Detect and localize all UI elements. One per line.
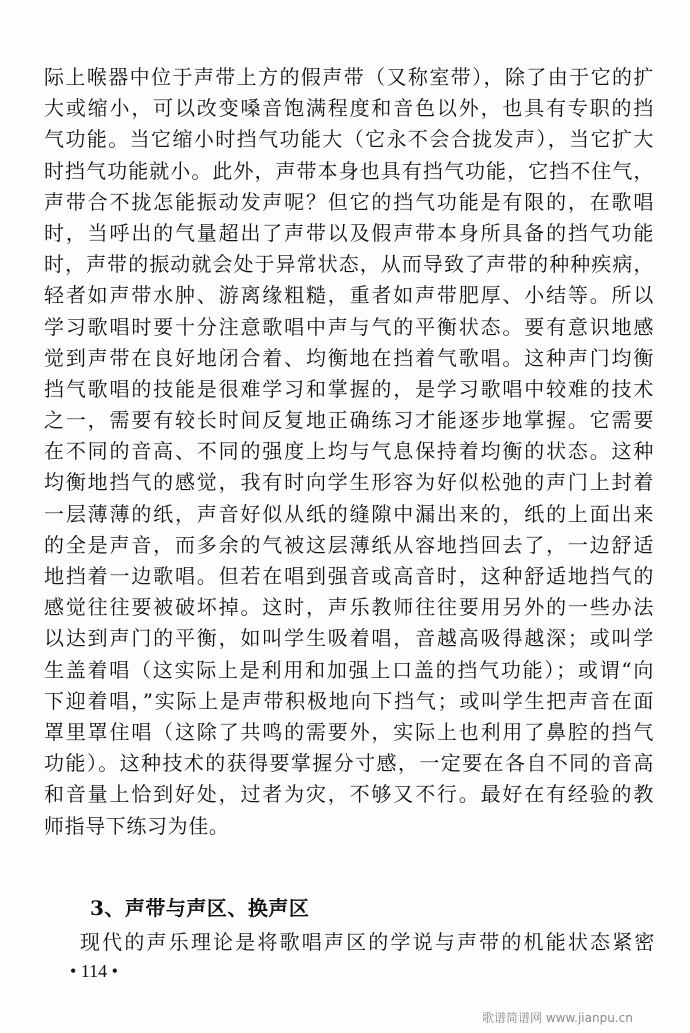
text-line: 际上喉器中位于声带上方的假声带（又称室带），除了由于它的扩 (44, 65, 654, 89)
text-line: 感觉往往要被破坏掉。这时，声乐教师往往要用另外的一些办法 (44, 595, 654, 620)
text-line: 罩里罩住唱（这除了共鸣的需要外，实际上也利用了鼻腔的挡气 (44, 719, 654, 744)
text-line: 以达到声门的平衡，如叫学生吸着唱，音越高吸得越深；或叫学 (44, 626, 654, 651)
section-heading: 3、声带与声区、换声区 (90, 896, 310, 920)
text-line: 气功能。当它缩小时挡气功能大（它永不会合拢发声），当它扩大 (44, 127, 654, 152)
text-line: 时，声带的振动就会处于异常状态，从而导致了声带的种种疾病， (44, 252, 654, 277)
text-line: 师指导下练习为佳。 (44, 813, 230, 838)
text-line: 功能）。这种技术的获得要掌握分寸感，一定要在各自不同的音高 (44, 751, 654, 776)
text-line: 之一，需要有较长时间反复地正确练习才能逐步地掌握。它需要 (44, 408, 654, 433)
text-line: 声带合不拢怎能振动发声呢？但它的挡气功能是有限的，在歌唱 (44, 189, 654, 214)
text-line: 地挡着一边歌唱。但若在唱到强音或高音时，这种舒适地挡气的 (44, 564, 654, 588)
text-line: 生盖着唱（这实际上是利用和加强上口盖的挡气功能）；或谓“向 (44, 657, 654, 682)
text-line: 下迎着唱，”实际上是声带积极地向下挡气；或叫学生把声音在面 (44, 688, 654, 713)
text-line: 轻者如声带水肿、游离缘粗糙，重者如声带肥厚、小结等。所以 (44, 283, 654, 308)
text-line: 大或缩小，可以改变嗓音饱满程度和音色以外，也具有专职的挡 (44, 96, 654, 121)
text-line: 学习歌唱时要十分注意歌唱中声与气的平衡状态。要有意识地感 (44, 314, 654, 339)
section-first-line: 现代的声乐理论是将歌唱声区的学说与声带的机能状态紧密 (80, 930, 655, 954)
watermark: 歌谱简谱网 www.jianpu.cn (482, 1011, 633, 1025)
text-line: 时挡气功能就小。此外，声带本身也具有挡气功能，它挡不住气， (44, 158, 654, 183)
text-line: 时，当呼出的气量超出了声带以及假声带本身所具备的挡气功能 (44, 220, 654, 245)
text-line: 一层薄薄的纸，声音好似从纸的缝隙中漏出来的，纸的上面出来 (44, 501, 654, 526)
text-line: 和音量上恰到好处，过者为灾，不够又不行。最好在有经验的教 (44, 782, 654, 807)
text-line: 挡气歌唱的技能是很难学习和掌握的，是学习歌唱中较难的技术 (44, 376, 654, 401)
page-number: • 114 • (70, 961, 118, 981)
text-line: 均衡地挡气的感觉，我有时向学生形容为好似松弛的声门上封着 (44, 470, 654, 495)
body-paragraph (44, 62, 654, 842)
text-line: 在不同的音高、不同的强度上均与气息保持着均衡的状态。这种 (44, 439, 654, 464)
text-line: 的全是声音，而多余的气被这层薄纸从容地挡回去了，一边舒适 (44, 532, 654, 557)
text-line: 觉到声带在良好地闭合着、均衡地在挡着气歌唱。这种声门均衡 (44, 345, 654, 370)
